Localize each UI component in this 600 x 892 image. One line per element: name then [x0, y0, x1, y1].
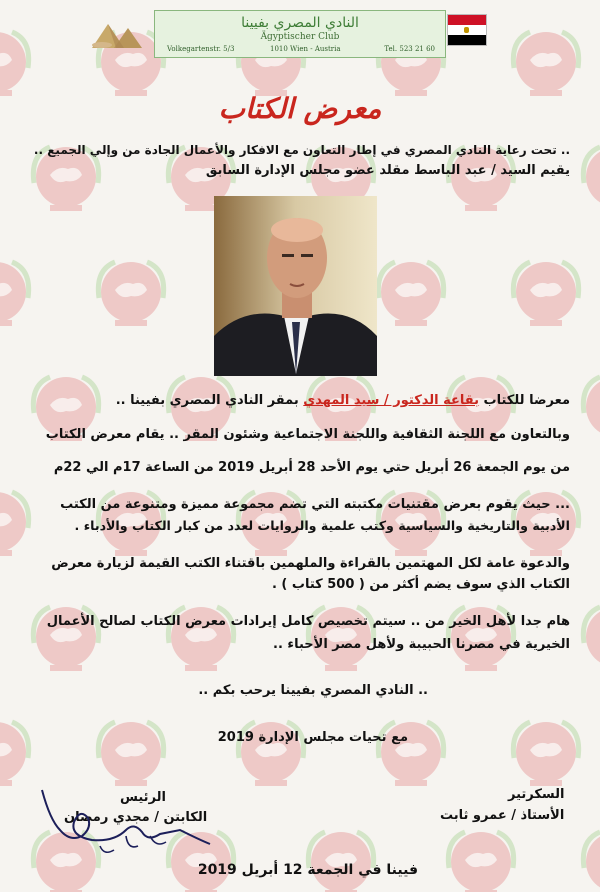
hall-name: بقاعة الدكتور / سيد المهدي — [303, 393, 480, 408]
austroarab-logo-watermark — [435, 820, 527, 892]
austroarab-logo-watermark — [570, 135, 600, 227]
body-text: بمقر النادي المصري بفيينا .. — [115, 393, 304, 408]
body-line-2: وبالتعاون مع اللجنة الثقافية واللجنة الاجتماعية وشئون المقر .. يقام معرض الكتاب — [45, 427, 570, 442]
egypt-flag-icon — [447, 14, 487, 46]
letterhead-box — [154, 10, 446, 58]
intro-line-2: يقيم السيد / عبد الباسط مقلد عضو مجلس الإدارة السابق — [205, 163, 570, 178]
austroarab-logo-watermark — [570, 365, 600, 457]
austroarab-logo-watermark — [155, 365, 247, 457]
secretary-name: الأستاذ / عمرو ثابت — [440, 808, 565, 823]
club-name-german: Ägyptischer Club — [260, 32, 340, 42]
body-text: معرضا للكتاب — [479, 393, 570, 408]
austroarab-logo-watermark — [0, 480, 42, 572]
pyramids-icon — [86, 14, 150, 50]
body-line-5: الأدبية والتاريخية والسياسية وكتب علمية والروايات لعدد من كبار الكتاب والأدباء . — [74, 518, 570, 533]
austroarab-logo-watermark — [570, 820, 600, 892]
president-signature — [30, 770, 220, 870]
club-name-arabic: النادي المصري بفيينا — [241, 15, 359, 31]
page-title: معرض الكتاب — [218, 92, 382, 125]
footer-date: فيينا في الجمعة 12 أبريل 2019 — [197, 862, 418, 878]
intro-line-1: .. تحت رعاية النادي المصري في إطار التعاون مع الافكار والأعمال الجادة من وإلي الجميع .. — [33, 143, 570, 157]
body-line-4: ... حيث يقوم بعرض مقتنيات مكتبته التي تضم مجموعة مميزة ومتنوعة من الكتب — [60, 497, 570, 512]
club-address: Volkegartenstr. 5/3 — [167, 45, 235, 53]
austroarab-logo-watermark — [500, 250, 592, 342]
greeting-line: مع تحيات مجلس الإدارة 2019 — [217, 730, 408, 745]
body-line-7: الكتاب الذي سوف يضم أكثر من ( 500 كتاب ) . — [271, 577, 570, 592]
president-name: الكابتن / مجدي رمضان — [64, 810, 208, 825]
club-city: 1010 Wien - Austria — [270, 45, 341, 53]
austroarab-logo-watermark — [155, 595, 247, 687]
austroarab-logo-watermark — [365, 710, 457, 802]
club-phone: Tel. 523 21 60 — [384, 45, 435, 53]
welcome-line: .. النادي المصري بفيينا يرحب بكم .. — [198, 683, 428, 698]
austroarab-logo-watermark — [20, 595, 112, 687]
austroarab-logo-watermark — [570, 595, 600, 687]
austroarab-logo-watermark — [365, 250, 457, 342]
body-line-1 — [116, 393, 570, 408]
austroarab-logo-watermark — [0, 250, 42, 342]
austroarab-logo-watermark — [85, 250, 177, 342]
portrait-photo — [214, 196, 377, 376]
body-line-9: الخيرية في مصرنا الحبيبة ولأهل مصر الأحباء .. — [273, 637, 570, 652]
secretary-title: السكرتير — [508, 787, 565, 802]
president-title: الرئيس — [120, 790, 166, 805]
austroarab-logo-watermark — [20, 365, 112, 457]
austroarab-logo-watermark — [295, 365, 387, 457]
austroarab-logo-watermark — [295, 820, 387, 892]
body-line-6: والدعوة عامة لكل المهتمين بالقراءة والملهمين باقتناء الكتب القيمة لزيارة معرض — [51, 556, 570, 571]
body-line-3-dates: من يوم الجمعة 26 أبريل حتي يوم الأحد 28 أبريل 2019 من الساعة 17م الي 22م — [53, 460, 570, 475]
austroarab-logo-watermark — [435, 365, 527, 457]
austroarab-logo-watermark — [225, 710, 317, 802]
body-line-8: هام جدا لأهل الخير من .. سيتم تخصيص كامل إيرادات معرض الكتاب لصالح الأعمال — [46, 614, 570, 629]
